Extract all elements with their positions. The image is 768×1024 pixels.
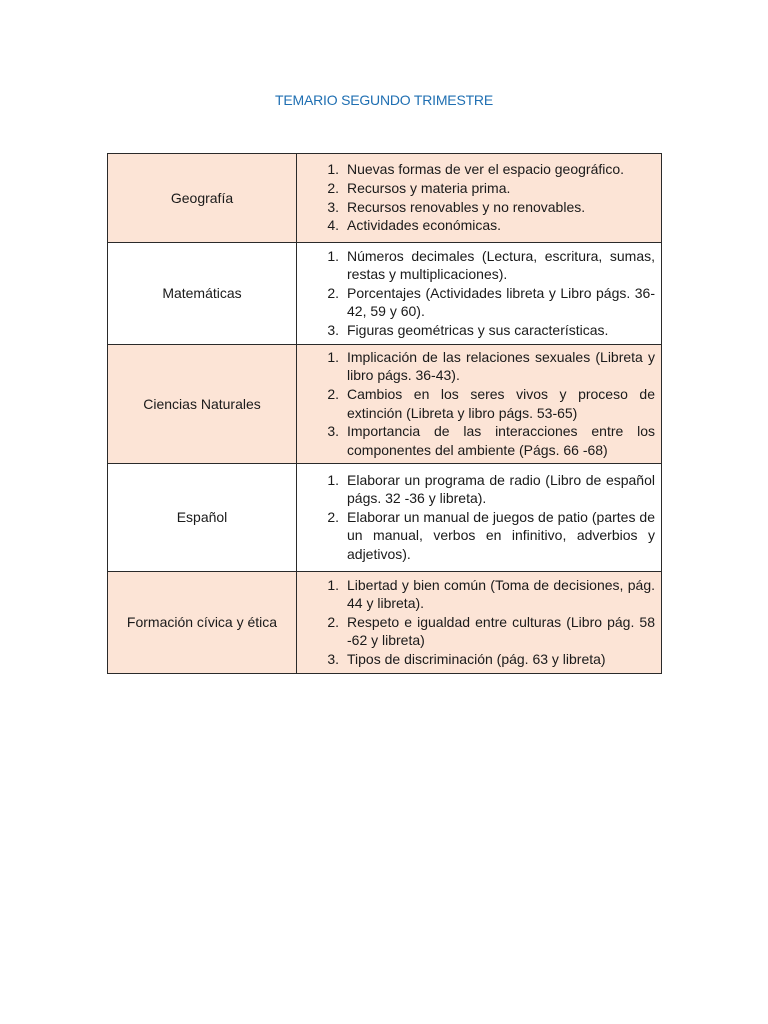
subject-name: Geografía [108, 154, 297, 243]
topic-text: Porcentajes (Actividades libreta y Libro págs. 36-42, 59 y 60). [347, 284, 655, 320]
topic-number: 1. [327, 161, 339, 178]
topic-text: Nuevas formas de ver el espacio geográfico. [347, 161, 625, 178]
topic-item [303, 247, 655, 284]
topic-item [303, 198, 655, 217]
subject-row-matematicas [108, 243, 662, 345]
topic-text: Recursos y materia prima. [347, 179, 511, 196]
topic-item [303, 216, 655, 235]
topic-number: 3. [327, 321, 339, 338]
topic-number: 2. [327, 613, 339, 630]
syllabus-table-body [108, 154, 662, 674]
topic-text: Figuras geométricas y sus características. [347, 321, 609, 338]
subject-name: Ciencias Naturales [108, 345, 297, 464]
topics-list [303, 247, 655, 340]
topic-text: Implicación de las relaciones sexuales (Libreta y libro págs. 36-43). [347, 348, 655, 384]
subject-row-formacion-civica [108, 572, 662, 674]
subject-name: Formación cívica y ética [108, 572, 297, 674]
topics-cell [297, 243, 662, 345]
topic-number: 1. [327, 576, 339, 593]
topic-item [303, 321, 655, 340]
topic-number: 2. [327, 508, 339, 525]
subject-name: Matemáticas [108, 243, 297, 345]
topics-list [303, 348, 655, 460]
document-title: TEMARIO SEGUNDO TRIMESTRE [275, 92, 493, 108]
topic-item [303, 179, 655, 198]
topic-item [303, 576, 655, 613]
subject-row-geografia [108, 154, 662, 243]
topic-text: Tipos de discriminación (pág. 63 y libreta) [347, 650, 606, 667]
topic-text: Libertad y bien común (Toma de decisiones, pág. 44 y libreta). [347, 576, 655, 612]
topics-cell [297, 464, 662, 572]
subject-row-ciencias-naturales [108, 345, 662, 464]
topic-text: Respeto e igualdad entre culturas (Libro pág. 58 -62 y libreta) [347, 613, 655, 649]
topic-text: Actividades económicas. [347, 217, 502, 234]
topic-item [303, 508, 655, 564]
topic-item [303, 650, 655, 669]
topic-text: Importancia de las interacciones entre los componentes del ambiente (Págs. 66 -68) [347, 423, 655, 458]
topics-cell [297, 572, 662, 674]
topic-number: 2. [327, 385, 339, 402]
topic-number: 1. [327, 471, 339, 488]
topic-number: 3. [327, 198, 339, 215]
topic-item [303, 613, 655, 650]
subject-row-espanol [108, 464, 662, 572]
syllabus-table [107, 153, 662, 674]
topic-text: Elaborar un programa de radio (Libro de español págs. 32 -36 y libreta). [347, 471, 655, 507]
topic-number: 3. [327, 650, 339, 667]
topic-text: Cambios en los seres vivos y proceso de extinción (Libreta y libro págs. 53-65) [347, 385, 655, 421]
topic-number: 3. [327, 423, 339, 440]
topic-item [303, 284, 655, 321]
topic-item [303, 160, 655, 179]
topics-cell [297, 154, 662, 243]
topic-item [303, 471, 655, 508]
topic-number: 1. [327, 247, 339, 264]
topic-text: Recursos renovables y no renovables. [347, 198, 586, 215]
topic-number: 2. [327, 179, 339, 196]
topic-item [303, 385, 655, 422]
topic-text: Elaborar un manual de juegos de patio (partes de un manual, verbos en infinitivo, adverbios y adjetivos). [347, 508, 655, 562]
subject-name: Español [108, 464, 297, 572]
topics-cell [297, 345, 662, 464]
topic-number: 1. [327, 348, 339, 365]
topic-item [303, 422, 655, 459]
topic-number: 2. [327, 284, 339, 301]
topics-list [303, 576, 655, 669]
topics-list [303, 471, 655, 564]
topic-text: Números decimales (Lectura, escritura, sumas, restas y multiplicaciones). [347, 247, 655, 283]
topics-list [303, 160, 655, 234]
topic-number: 4. [327, 217, 339, 234]
topic-item [303, 348, 655, 385]
